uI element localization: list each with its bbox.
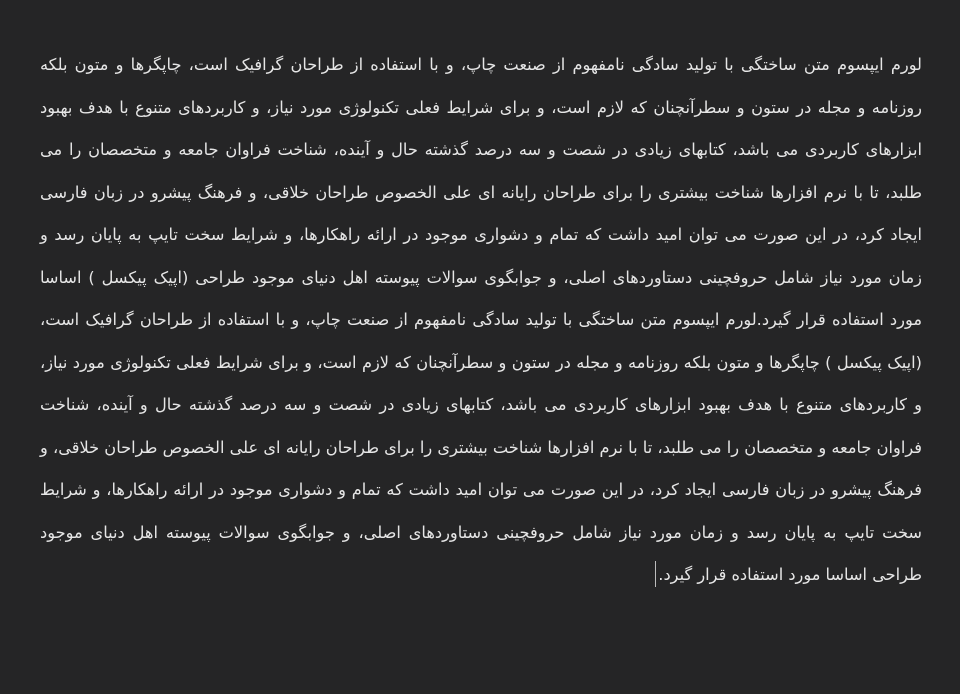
paragraph-text: لورم ایپسوم متن ساختگی با تولید سادگی نامفهوم از صنعت چاپ، و با استفاده از طراحان گرافیک است، چاپگرها و متون بلکه روزنامه و مجله در ستون و سطرآنچنان که لازم است، و برای شرایط فعلی تکنولوژی مورد نیاز، و کاربردهای متنوع با هدف بهبود ابزارهای کاربردی می باشد، کتابهای زیادی در شصت و سه درصد گذشته حال و آینده، شناخت فراوان جامعه و متخصصان را می طلبد، تا با نرم افزارها شناخت بیشتری را برای طراحان رایانه ای علی الخصوص طراحان خلاقی، و فرهنگ پیشرو در زبان فارسی ایجاد کرد، در این صورت می توان امید داشت که تمام و دشواری موجود در ارائه راهکارها، و شرایط سخت تایپ به پایان رسد و زمان مورد نیاز شامل حروفچینی دستاوردهای اصلی، و جوابگوی سوالات پیوسته اهل دنیای موجود طراحی (اپیک پیکسل ) اساسا مورد استفاده قرار گیرد.لورم ایپسوم متن ساختگی با تولید سادگی نامفهوم از صنعت چاپ، و با استفاده از طراحان گرافیک است، (اپیک پیکسل ) چاپگرها و متون بلکه روزنامه و مجله در ستون و سطرآنچنان که لازم است، و برای شرایط فعلی تکنولوژی مورد نیاز، و کاربردهای متنوع با هدف بهبود ابزارهای کاربردی می باشد، کتابهای زیادی در شصت و سه درصد گذشته حال و آینده، شناخت فراوان جامعه و متخصصان را می طلبد، تا با نرم افزارها شناخت بیشتری را برای طراحان رایانه ای علی الخصوص طراحان خلاقی، و فرهنگ پیشرو در زبان فارسی ایجاد کرد، در این صورت می توان امید داشت که تمام و دشواری موجود در ارائه راهکارها، و شرایط سخت تایپ به پایان رسد و زمان مورد نیاز شامل حروفچینی دستاوردهای اصلی، و جوابگوی سوالات پیوسته اهل دنیای موجود طراحی اساسا مورد استفاده قرار گیرد. (40, 55, 922, 584)
text-cursor (655, 561, 656, 587)
text-editor-area[interactable] (40, 44, 922, 597)
